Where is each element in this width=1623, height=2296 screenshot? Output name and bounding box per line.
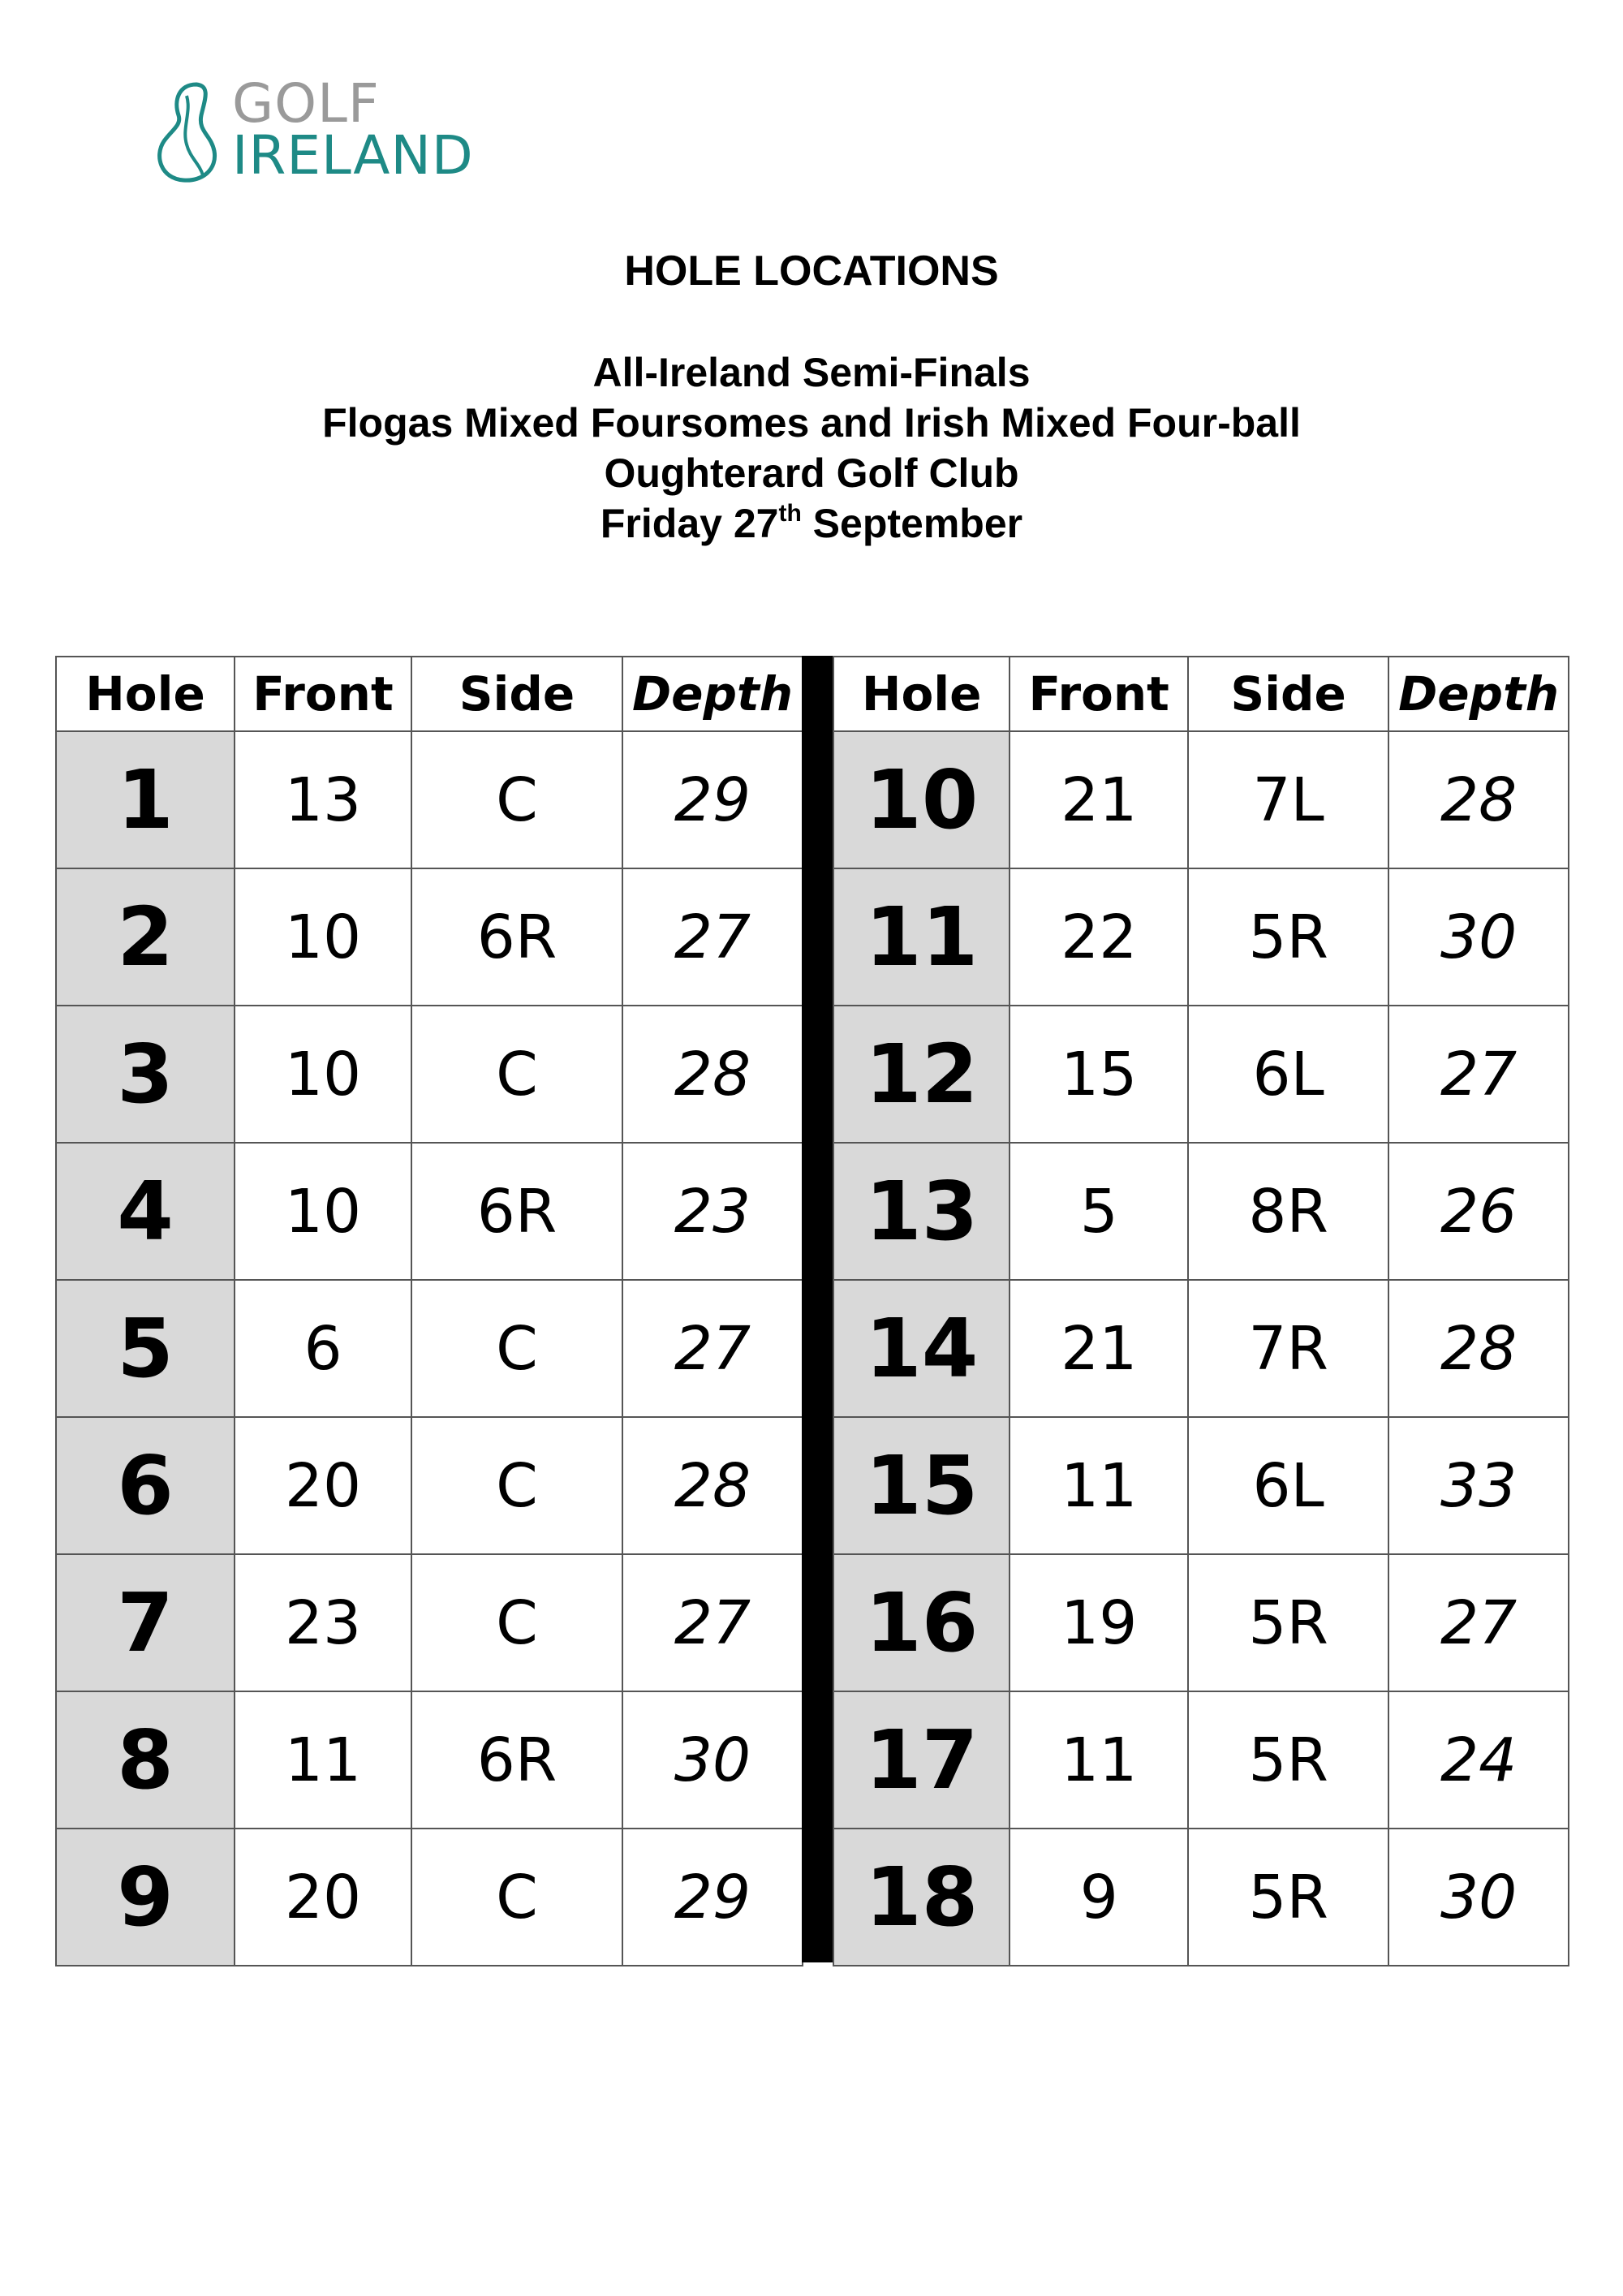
table-row: [56, 1691, 803, 1829]
table-row: [833, 1554, 1569, 1691]
hole-number: 10: [833, 731, 1010, 868]
date-prefix: Friday 27: [600, 501, 779, 546]
side-value: C: [411, 1417, 622, 1554]
front-value: 11: [1010, 1691, 1188, 1829]
front-value: 10: [235, 868, 411, 1006]
hole-number: 12: [833, 1006, 1010, 1143]
holes-1-9-body: [56, 731, 803, 1966]
side-value: 5R: [1188, 868, 1388, 1006]
front-value: 11: [235, 1691, 411, 1829]
hole-number: 1: [56, 731, 235, 868]
header-depth: Depth: [622, 657, 803, 731]
table-row: [833, 868, 1569, 1006]
hole-number: 16: [833, 1554, 1010, 1691]
front-value: 9: [1010, 1829, 1188, 1966]
side-value: C: [411, 1006, 622, 1143]
front-value: 5: [1010, 1143, 1188, 1280]
hole-number: 8: [56, 1691, 235, 1829]
side-value: C: [411, 1829, 622, 1966]
header-front: Front: [235, 657, 411, 731]
depth-value: 28: [622, 1006, 803, 1143]
front-value: 11: [1010, 1417, 1188, 1554]
hole-number: 13: [833, 1143, 1010, 1280]
event-date: [0, 498, 1623, 555]
table-row: [56, 1417, 803, 1554]
header-row: [56, 657, 803, 731]
hole-number: 6: [56, 1417, 235, 1554]
page-title: HOLE LOCATIONS: [624, 248, 999, 295]
header-side: Side: [1188, 657, 1388, 731]
venue: Oughterard Golf Club: [604, 450, 1019, 496]
hole-number: 9: [56, 1829, 235, 1966]
table-row: [56, 1006, 803, 1143]
table-row: [833, 1417, 1569, 1554]
logo-golf-text: GOLF: [232, 72, 380, 135]
hole-number: 18: [833, 1829, 1010, 1966]
hole-number: 17: [833, 1691, 1010, 1829]
side-value: 8R: [1188, 1143, 1388, 1280]
side-value: 6L: [1188, 1006, 1388, 1143]
front-value: 13: [235, 731, 411, 868]
table-row: [833, 1280, 1569, 1417]
depth-value: 26: [1388, 1143, 1569, 1280]
side-value: 5R: [1188, 1554, 1388, 1691]
date-suffix: September: [801, 501, 1023, 546]
depth-value: 33: [1388, 1417, 1569, 1554]
hole-number: 2: [56, 868, 235, 1006]
header-row: [833, 657, 1569, 731]
hole-number: 3: [56, 1006, 235, 1143]
golf-ireland-logo: [154, 72, 511, 196]
depth-value: 30: [1388, 1829, 1569, 1966]
table-row: [833, 731, 1569, 868]
table-row: [833, 1143, 1569, 1280]
hole-number: 5: [56, 1280, 235, 1417]
table-row: [833, 1829, 1569, 1966]
depth-value: 27: [1388, 1006, 1569, 1143]
hole-number: 15: [833, 1417, 1010, 1554]
table-row: [56, 731, 803, 868]
side-value: C: [411, 731, 622, 868]
table-divider: [802, 656, 833, 1962]
front-value: 21: [1010, 1280, 1188, 1417]
depth-value: 27: [622, 868, 803, 1006]
logo-ireland-text: IRELAND: [232, 124, 474, 187]
front-value: 19: [1010, 1554, 1188, 1691]
side-value: 6R: [411, 868, 622, 1006]
depth-value: 30: [1388, 868, 1569, 1006]
depth-value: 27: [1388, 1554, 1569, 1691]
header-side: Side: [411, 657, 622, 731]
table-row: [56, 1554, 803, 1691]
hole-number: 4: [56, 1143, 235, 1280]
table-row: [833, 1691, 1569, 1829]
front-value: 10: [235, 1006, 411, 1143]
depth-value: 29: [622, 1829, 803, 1966]
table-row: [56, 868, 803, 1006]
header-hole: Hole: [56, 657, 235, 731]
side-value: 5R: [1188, 1691, 1388, 1829]
hole-number: 11: [833, 868, 1010, 1006]
header-hole: Hole: [833, 657, 1010, 731]
front-value: 22: [1010, 868, 1188, 1006]
header-depth: Depth: [1388, 657, 1569, 731]
depth-value: 28: [1388, 1280, 1569, 1417]
table-row: [56, 1829, 803, 1966]
hole-locations-table: [55, 656, 1569, 1962]
side-value: 7L: [1188, 731, 1388, 868]
golf-ireland-logo-icon: [154, 80, 224, 185]
side-value: 6R: [411, 1691, 622, 1829]
front-value: 23: [235, 1554, 411, 1691]
depth-value: 27: [622, 1280, 803, 1417]
depth-value: 29: [622, 731, 803, 868]
front-value: 15: [1010, 1006, 1188, 1143]
hole-number: 14: [833, 1280, 1010, 1417]
front-value: 20: [235, 1829, 411, 1966]
holes-10-18-table: [833, 656, 1569, 1966]
front-value: 10: [235, 1143, 411, 1280]
side-value: C: [411, 1280, 622, 1417]
depth-value: 28: [1388, 731, 1569, 868]
depth-value: 27: [622, 1554, 803, 1691]
front-value: 21: [1010, 731, 1188, 868]
depth-value: 30: [622, 1691, 803, 1829]
event-title: All-Ireland Semi-Finals: [592, 350, 1031, 395]
front-value: 6: [235, 1280, 411, 1417]
side-value: 5R: [1188, 1829, 1388, 1966]
header-front: Front: [1010, 657, 1188, 731]
depth-value: 23: [622, 1143, 803, 1280]
side-value: 6R: [411, 1143, 622, 1280]
date-ordinal: th: [778, 500, 802, 527]
table-row: [833, 1006, 1569, 1143]
front-value: 20: [235, 1417, 411, 1554]
table-row: [56, 1143, 803, 1280]
holes-10-18-body: [833, 731, 1569, 1966]
side-value: 6L: [1188, 1417, 1388, 1554]
side-value: 7R: [1188, 1280, 1388, 1417]
side-value: C: [411, 1554, 622, 1691]
depth-value: 28: [622, 1417, 803, 1554]
competition-title: Flogas Mixed Foursomes and Irish Mixed Four-ball: [322, 400, 1301, 446]
hole-number: 7: [56, 1554, 235, 1691]
table-row: [56, 1280, 803, 1417]
holes-1-9-table: [55, 656, 803, 1966]
depth-value: 24: [1388, 1691, 1569, 1829]
